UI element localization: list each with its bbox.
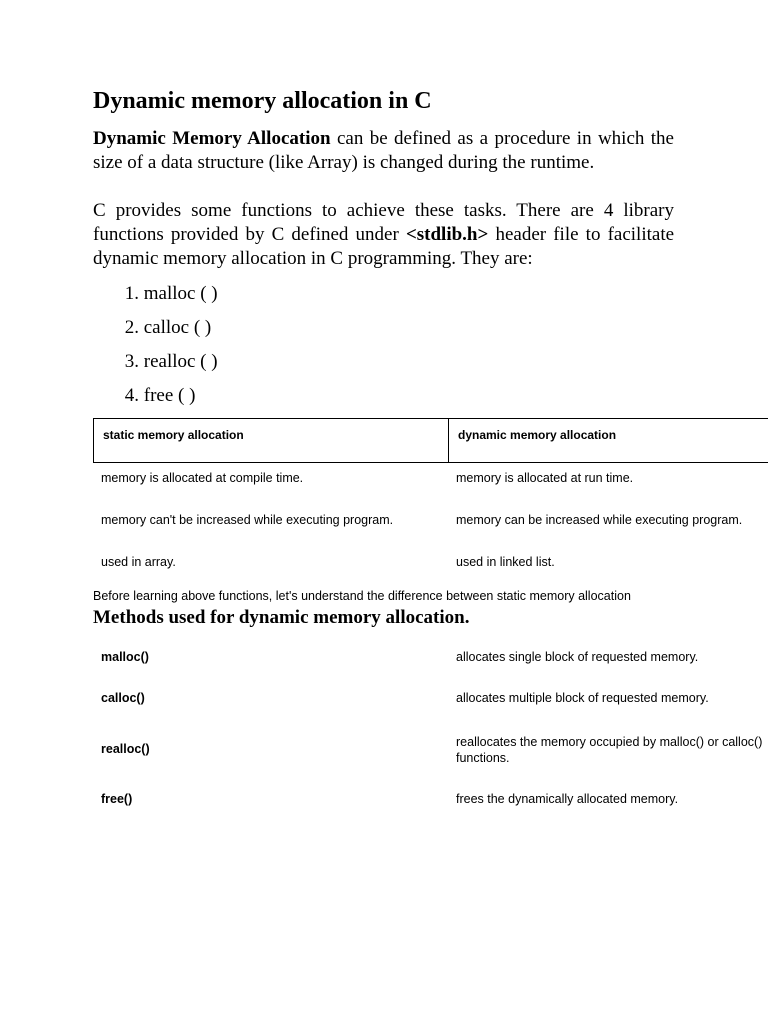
method-desc: frees the dynamically allocated memory. [456,792,679,806]
list-number: 2. [124,317,139,338]
list-text: malloc ( ) [143,283,218,304]
method-name: free() [101,792,133,806]
methods-heading: Methods used for dynamic memory allocation. [93,607,470,628]
list-number: 3. [124,351,139,372]
list-number: 1. [124,283,139,304]
page-title: Dynamic memory allocation in C [93,88,432,114]
library-paragraph [93,199,674,271]
list-item [93,349,218,383]
method-desc: allocates single block of requested memory. [456,650,699,664]
method-name: realloc() [101,742,150,756]
library-text-after: header file to facilitate dynamic memory allocation in C programming. They are: [93,224,675,269]
list-item [93,383,218,417]
method-desc: reallocates the memory occupied by malloc() or calloc() functions. [456,735,763,765]
library-text-before: C provides some functions to achieve these tasks. There are 4 library functions provided by C defined under [93,200,674,245]
table-cell: used in linked list. [456,555,555,569]
list-text: calloc ( ) [143,317,212,338]
intro-term: Dynamic Memory Allocation [93,128,331,149]
list-item [93,281,218,315]
list-text: realloc ( ) [143,351,218,372]
intro-text: can be defined as a procedure in which the size of a data structure (like Array) is changed during the runtime. [93,128,674,173]
method-desc: allocates multiple block of requested memory. [456,691,709,705]
table-cell: memory is allocated at compile time. [101,471,304,485]
table-cell: used in array. [101,555,176,569]
list-text: free ( ) [143,385,196,406]
intro-paragraph [93,127,674,175]
table-caption: Before learning above functions, let's understand the difference between static memory allocation [93,589,631,603]
list-item [93,315,218,349]
comparison-table-header [93,418,768,463]
table-cell: memory is allocated at run time. [456,471,634,485]
stdlib-header: <stdlib.h> [405,224,489,245]
method-name: malloc() [101,650,149,664]
list-number: 4. [124,385,139,406]
table-cell: memory can't be increased while executing program. [101,513,394,527]
header-static: static memory allocation [94,419,449,462]
table-cell: memory can be increased while executing program. [456,513,743,527]
method-name: calloc() [101,691,145,705]
functions-list [93,281,218,417]
header-dynamic: dynamic memory allocation [458,428,617,442]
